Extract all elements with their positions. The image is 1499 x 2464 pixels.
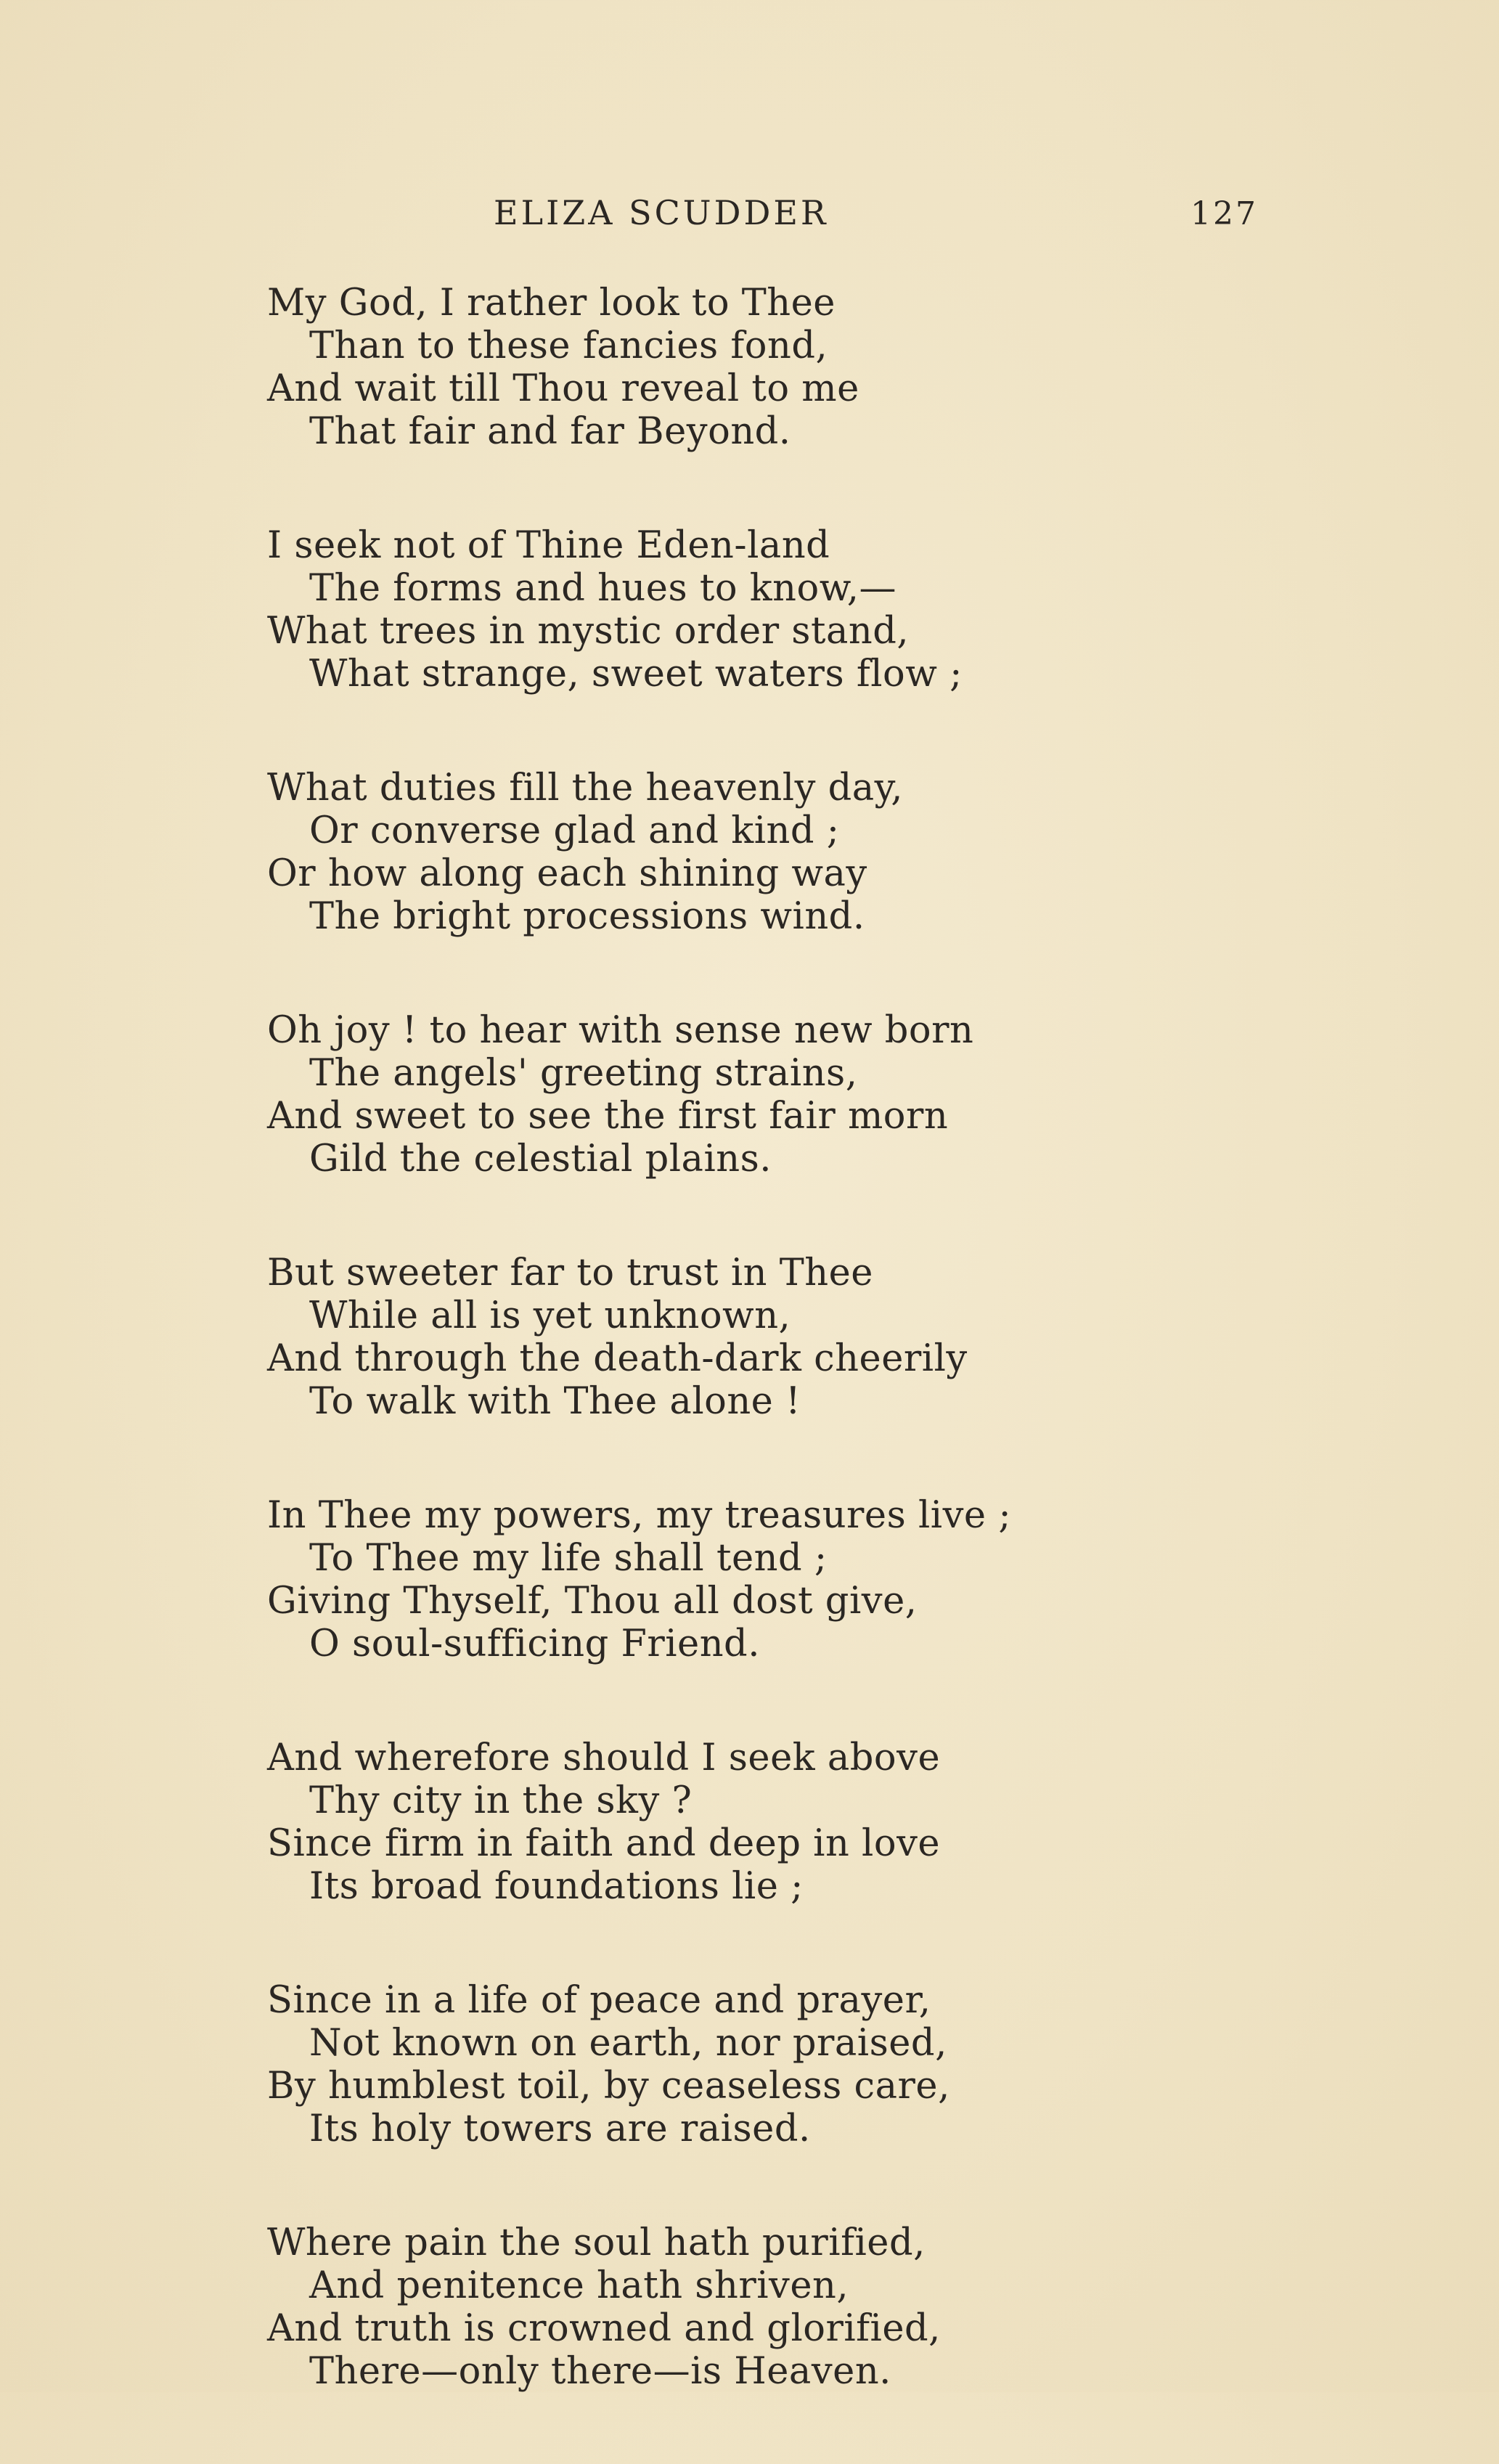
poem-line: Its holy towers are raised. xyxy=(309,2108,811,2150)
poem-line: I seek not of Thine Eden-land xyxy=(267,524,830,567)
poem-line: Not known on earth, nor praised, xyxy=(309,2022,947,2065)
poem-line: And wherefore should I seek above xyxy=(267,1737,941,1779)
poem-line: By humblest toil, by ceaseless care, xyxy=(267,2065,950,2108)
poem xyxy=(267,282,1400,2464)
stanza xyxy=(267,1252,1400,1423)
poem-line: And truth is crowned and glorified, xyxy=(267,2307,941,2350)
poem-line: And through the death-dark cheerily xyxy=(267,1337,968,1380)
stanza xyxy=(267,1979,1400,2150)
poem-line: And penitence hath shriven, xyxy=(309,2264,849,2307)
stanza xyxy=(267,524,1400,695)
poem-line: Oh joy ! to hear with sense new born xyxy=(267,1009,974,1052)
poem-line: What trees in mystic order stand, xyxy=(267,610,910,653)
poem-line: And sweet to see the first fair morn xyxy=(267,1095,949,1138)
poem-line: Giving Thyself, Thou all dost give, xyxy=(267,1580,918,1623)
poem-line: The bright processions wind. xyxy=(309,895,865,938)
poem-line: Than to these fancies fond, xyxy=(309,325,828,367)
poem-line: To walk with Thee alone ! xyxy=(309,1380,801,1423)
poem-line: O soul-sufficing Friend. xyxy=(309,1623,760,1665)
stanza xyxy=(267,1737,1400,1908)
stanza xyxy=(267,767,1400,938)
poem-line: My God, I rather look to Thee xyxy=(267,282,836,325)
poem-line: In Thee my powers, my treasures live ; xyxy=(267,1494,1012,1537)
page-number: 127 xyxy=(1190,195,1258,232)
stanza xyxy=(267,2222,1400,2393)
poem-line: Where pain the soul hath purified, xyxy=(267,2222,926,2264)
poem-line: The angels' greeting strains, xyxy=(309,1052,858,1095)
poem-line: Or how along each shining way xyxy=(267,852,867,895)
poem-line: To Thee my life shall tend ; xyxy=(309,1537,828,1580)
stanza xyxy=(267,1009,1400,1180)
poem-line: Its broad foundations lie ; xyxy=(309,1865,804,1908)
poem-line: That fair and far Beyond. xyxy=(309,410,791,453)
stanza xyxy=(267,282,1400,453)
poem-line: What duties fill the heavenly day, xyxy=(267,767,903,809)
poem-line: The forms and hues to know,— xyxy=(309,567,897,610)
poem-line: While all is yet unknown, xyxy=(309,1294,791,1337)
running-head: ELIZA SCUDDER xyxy=(494,193,829,232)
poem-line: Since firm in faith and deep in love xyxy=(267,1822,941,1865)
poem-line: Thy city in the sky ? xyxy=(309,1779,693,1822)
poem-line: And wait till Thou reveal to me xyxy=(267,367,859,410)
poem-line: Since in a life of peace and prayer, xyxy=(267,1979,931,2022)
poem-line: But sweeter far to trust in Thee xyxy=(267,1252,873,1294)
poem-line: Or converse glad and kind ; xyxy=(309,809,840,852)
poem-line: Gild the celestial plains. xyxy=(309,1138,772,1180)
poem-line: What strange, sweet waters flow ; xyxy=(309,653,963,695)
poem-line: There—only there—is Heaven. xyxy=(309,2350,891,2393)
stanza xyxy=(267,1494,1400,1665)
